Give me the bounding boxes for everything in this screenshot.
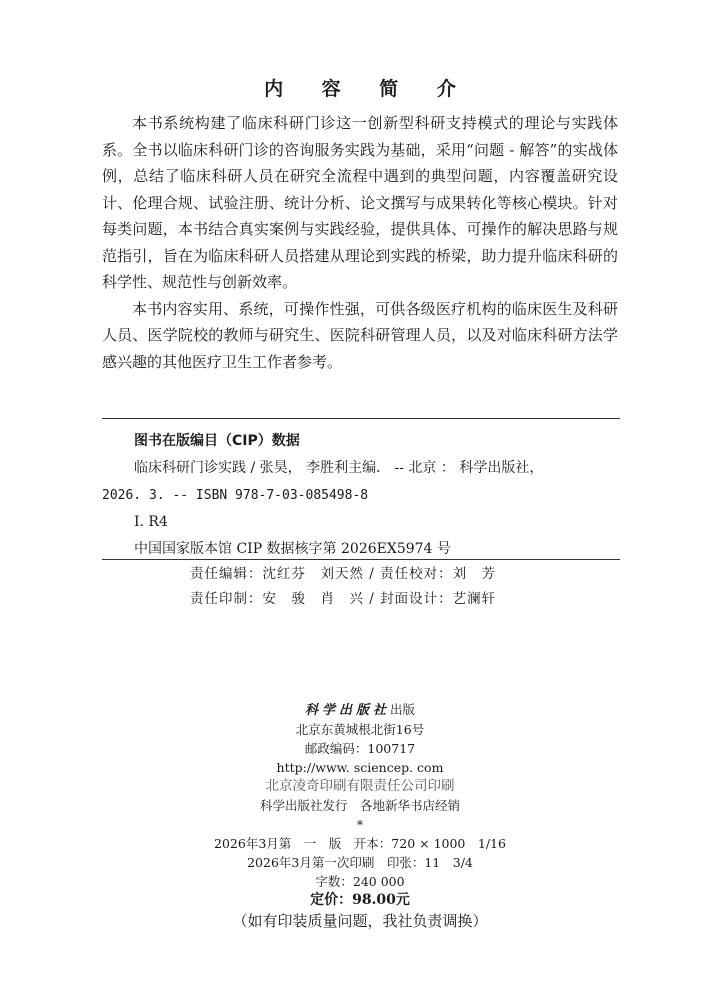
publisher-brand-suffix: 出版 xyxy=(390,702,416,717)
cip-classification: Ⅰ. R4 xyxy=(134,514,168,530)
publisher-website: http://www. sciencep. com xyxy=(276,760,444,775)
cip-top-rule xyxy=(102,418,620,419)
production-line: 责任印制：安 骏 肖 兴 / 封面设计：艺澜轩 xyxy=(190,591,497,607)
edition-line: 2026年3月第 一 版 开本：720 × 1000 1/16 xyxy=(214,836,506,851)
publisher-brand: 科学出版社 xyxy=(304,703,390,718)
separator-star: * xyxy=(356,817,364,832)
cip-line-2: 2026. 3. -- ISBN 978-7-03-085498-8 xyxy=(102,488,369,503)
publisher-line xyxy=(0,700,720,720)
publisher-block xyxy=(0,700,720,931)
cip-block xyxy=(102,428,622,563)
cip-heading: 图书在版编目（CIP）数据 xyxy=(134,433,300,449)
intro-section xyxy=(102,110,618,375)
cip-bottom-rule xyxy=(102,559,620,560)
responsibility-block xyxy=(0,562,720,612)
wordcount-line: 字数：240 000 xyxy=(315,874,405,889)
page-title: 内 容 简 介 xyxy=(264,78,472,100)
intro-paragraph-2: 本书内容实用、系统，可操作性强，可供各级医疗机构的临床医生及科研人员、医学院校的教师与研究生、医院科研管理人员，以及对临床科研方法学感兴趣的其他医疗卫生工作者参考。 xyxy=(102,299,618,371)
cip-line-1: 临床科研门诊实践 / 张昊， 李胜利主编． -- 北京 ： 科学出版社， xyxy=(134,460,544,476)
printer-name: 北京凌奇印刷有限责任公司印刷 xyxy=(265,778,455,794)
intro-paragraph-1: 本书系统构建了临床科研门诊这一创新型科研支持模式的理论与实践体系。全书以临床科研门诊的咨询服务实践为基础，采用“问题 - 解答”的实战体例，总结了临床科研人员在研究全流程中遇到的典型问题，内容覆盖研究设计、伦理合规、试验注册、统计分析、论文撰写与成果转化等核心模块。针对每类问题，本书结合真实案例与实践经验，提供具体、可操作的解决思路与规范指引，旨在为临床科研人员搭建从理论到实践的桥梁，助力提升临床科研的科学性、规范性与创新效率。 xyxy=(102,114,618,291)
printing-line: 2026年3月第一次印刷 印张：11 3/4 xyxy=(247,855,473,870)
editors-line: 责任编辑：沈红芬 刘天然 / 责任校对：刘 芳 xyxy=(190,566,497,582)
publisher-postcode: 邮政编码：100717 xyxy=(304,741,416,756)
cip-record-number: 中国国家版本馆 CIP 数据核字第 2026EX5974 号 xyxy=(134,541,451,557)
distribution-line: 科学出版社发行 各地新华书店经销 xyxy=(259,798,460,813)
price-line: 定价：98.00元 xyxy=(310,892,410,908)
publisher-address: 北京东黄城根北街16号 xyxy=(295,722,425,737)
quality-note: （如有印装质量问题，我社负责调换） xyxy=(232,912,488,930)
